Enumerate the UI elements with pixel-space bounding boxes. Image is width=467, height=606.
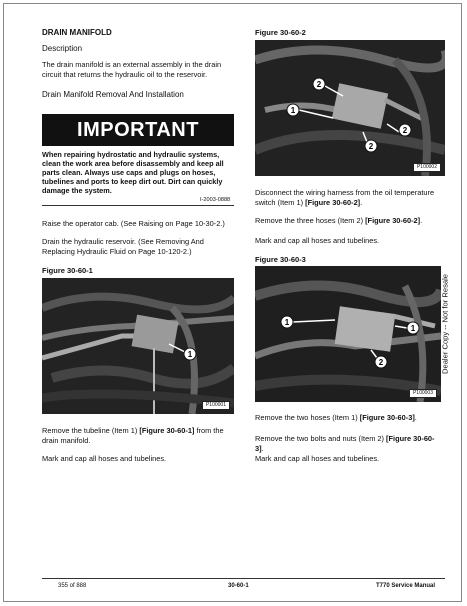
page-number: 30-60-1 (228, 583, 249, 589)
dealer-copy-watermark: Dealer Copy -- Not for Resale (440, 273, 450, 375)
section-heading: DRAIN MANIFOLD (42, 28, 112, 37)
step-raise-cab: Raise the operator cab. (See Raising on Page 10-30-2.) (42, 219, 225, 228)
figure-30-60-3-photo (255, 266, 441, 402)
description-heading: Description (42, 44, 83, 53)
figure-30-60-1-callout: 1 (187, 350, 193, 359)
figure-30-60-2-callout-b: 1 (290, 106, 296, 115)
removal-heading: Drain Manifold Removal And Installation (42, 90, 184, 99)
figure-30-60-3-callout-a: 1 (284, 318, 290, 327)
step-drain-reservoir: Drain the hydraulic reservoir. (See Removing And Replacing Hydraulic Fluid on Page 10-120-2.) (42, 237, 204, 256)
step-remove-bolts: Remove the two bolts and nuts (Item 2) [Figure 30-60-3]. (255, 434, 435, 453)
step-remove-three-hoses: Remove the three hoses (Item 2) [Figure 30-60-2]. (255, 216, 423, 225)
step-mark-cap-3: Mark and cap all hoses and tubelines. (255, 454, 380, 463)
figure-30-60-2-photo (255, 40, 445, 176)
step-remove-two-hoses: Remove the two hoses (Item 1) [Figure 30-60-3]. (255, 413, 417, 422)
figure-30-60-2-callout-c: 2 (402, 126, 408, 135)
figure-code: P100001 (202, 401, 230, 410)
page-count: 355 of 888 (58, 583, 87, 589)
figure-30-60-2-callout-d: 2 (368, 142, 374, 151)
figure-label-30-60-2: Figure 30-60-2 (255, 28, 306, 37)
step-remove-tubeline: Remove the tubeline (Item 1) [Figure 30-60-1] from the drain manifold. (42, 426, 224, 445)
figure-label-30-60-3: Figure 30-60-3 (255, 255, 306, 264)
manual-title: T770 Service Manual (376, 583, 436, 589)
figure-30-60-3-callout-c: 2 (378, 358, 384, 367)
figure-30-60-2-callout-a: 2 (316, 80, 322, 89)
step-disconnect-harness: Disconnect the wiring harness from the oil temperature switch (Item 1) [Figure 30-60-2]. (255, 188, 435, 207)
figure-30-60-3-callout-b: 1 (410, 324, 416, 333)
figure-label-30-60-1: Figure 30-60-1 (42, 266, 93, 275)
description-text: The drain manifold is an external assembly in the drain circuit that returns the hydraulic oil to the reservoir. (42, 60, 222, 79)
important-banner: IMPORTANT (42, 114, 234, 146)
divider (42, 205, 234, 206)
figure-code: P100003 (409, 389, 437, 398)
step-mark-cap-2: Mark and cap all hoses and tubelines. (255, 236, 380, 245)
footer-rule (42, 578, 445, 579)
important-text: When repairing hydrostatic and hydraulic systems, clean the work area before disassembly and keep all parts clean. Always use caps and plugs on hoses, tubelines and ports to keep dirt out. Dirt can quickly damage the system. (42, 150, 224, 195)
step-mark-cap: Mark and cap all hoses and tubelines. (42, 454, 167, 463)
figure-30-60-1-photo (42, 278, 234, 414)
figure-code: P100002 (413, 163, 441, 172)
important-code: I-2003-0888 (200, 197, 231, 203)
